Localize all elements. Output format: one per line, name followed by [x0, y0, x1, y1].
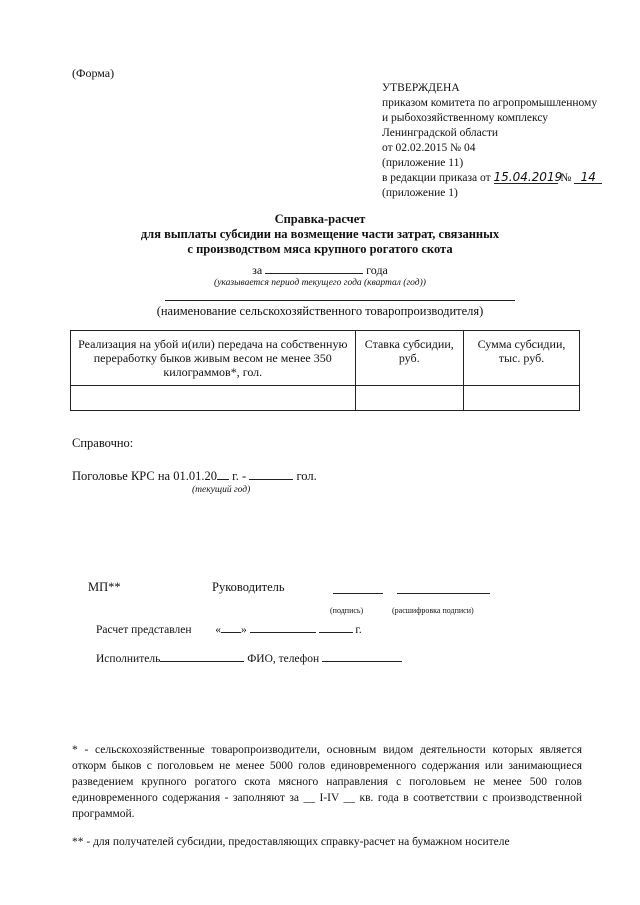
herd-count-field[interactable]	[249, 468, 293, 480]
table-cell-sales[interactable]	[71, 386, 356, 411]
herd-suffix: гол.	[296, 469, 317, 483]
signature-decode-field[interactable]	[397, 593, 490, 594]
edition-line	[382, 171, 602, 186]
header-cell-rate: Ставка субсидии, руб.	[355, 331, 463, 386]
edition-appendix: (приложение 1)	[382, 187, 458, 199]
header-cell-sales: Реализация на убой и(или) передача на собственную переработку быков живым весом не менее 350 килограммов*, гол.	[71, 331, 356, 386]
executor-label: Исполнитель	[96, 653, 161, 665]
approval-line: Ленинградской области	[382, 127, 499, 139]
submitted-month-field[interactable]	[250, 621, 316, 633]
executor-phone-field[interactable]	[322, 650, 402, 662]
close-quote: »	[241, 624, 247, 636]
herd-hint: (текущий год)	[192, 485, 251, 495]
form-label: (Форма)	[72, 66, 115, 80]
submitted-day-field[interactable]	[221, 621, 241, 633]
submitted-year-field[interactable]	[319, 621, 353, 633]
approval-line: от 02.02.2015 № 04	[382, 142, 476, 154]
edition-date: 15.04.2019	[493, 170, 563, 184]
period-hint: (указывается период текущего года (квартал (год))	[214, 278, 426, 288]
org-caption: (наименование сельскохозяйственного товаропроизводителя)	[156, 304, 484, 318]
open-quote: «	[215, 624, 222, 636]
herd-prefix: Поголовье КРС на 01.01.20	[72, 469, 217, 483]
table-cell-rate[interactable]	[355, 386, 463, 411]
stamp-label: МП**	[88, 580, 121, 594]
signature-hint: (подпись)	[330, 606, 364, 615]
footnote-2: ** - для получателей субсидии, предоставляющих справку-расчет на бумажном носителе	[72, 836, 510, 848]
period-suffix: года	[366, 263, 388, 277]
org-name-field[interactable]	[165, 300, 515, 301]
signature-field[interactable]	[333, 593, 383, 594]
approval-block	[382, 81, 602, 201]
herd-line	[72, 468, 317, 484]
herd-year-field[interactable]	[217, 468, 229, 480]
edition-number: 14	[574, 171, 602, 184]
title-line-1: Справка-расчет	[274, 212, 366, 226]
herd-mid: г. -	[232, 469, 247, 483]
period-line	[0, 262, 640, 278]
submitted-label: Расчет представлен	[96, 624, 192, 636]
approval-line: и рыбохозяйственному комплексу	[382, 112, 549, 124]
submitted-year-suffix: г.	[355, 624, 362, 636]
submitted-line	[96, 621, 362, 636]
executor-field[interactable]	[160, 650, 244, 662]
document-title	[0, 212, 640, 257]
approval-line: приказом комитета по агропромышленному	[382, 97, 598, 109]
subsidy-table	[70, 330, 580, 411]
title-line-2: для выплаты субсидии на возмещение части затрат, связанных	[140, 227, 500, 241]
executor-line	[96, 650, 402, 665]
period-prefix: за	[252, 263, 263, 277]
table-row	[71, 386, 580, 411]
period-field[interactable]	[265, 262, 363, 274]
approval-line: (приложение 11)	[382, 157, 464, 169]
head-label: Руководитель	[212, 580, 285, 594]
title-line-3: с производством мяса крупного рогатого скота	[187, 242, 453, 256]
header-cell-sum: Сумма субсидии, тыс. руб.	[463, 331, 579, 386]
reference-label: Справочно:	[72, 436, 134, 450]
table-header-row	[71, 331, 580, 386]
footnote-1: * - сельскохозяйственные товаропроизводители, основным видом деятельности которых является откорм быков с поголовьем не менее 5000 голов единовременного содержания или занимающиеся разведением крупного рогатого скота мясного направления с поголовьем не менее 500 голов единовременного содержания - заполняют за __ I-IV __ кв. года в соответствии с производственной программой.	[72, 744, 582, 820]
table-cell-sum[interactable]	[463, 386, 579, 411]
executor-fio-label: ФИО, телефон	[247, 653, 320, 665]
edition-no-label: №	[560, 172, 572, 184]
approval-title: УТВЕРЖДЕНА	[382, 82, 460, 94]
edition-prefix: в редакции приказа от	[382, 172, 491, 184]
signature-decode-hint: (расшифровка подписи)	[392, 606, 474, 615]
